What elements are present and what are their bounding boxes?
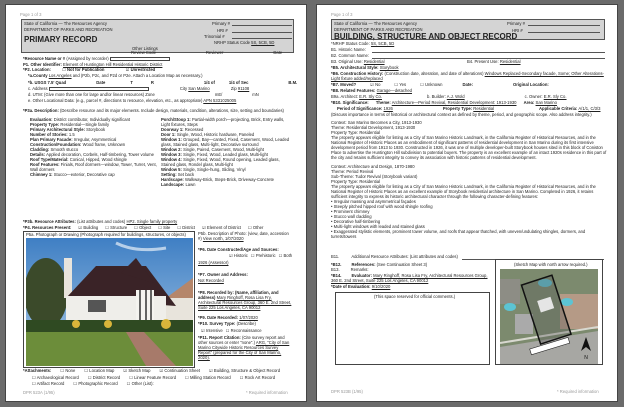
checkbox-no[interactable]: ☑ No bbox=[370, 82, 381, 87]
p10-options bbox=[198, 328, 262, 333]
review-code-label: Review Code bbox=[131, 50, 156, 55]
description-item: Porch/Stoop 1: Partial-width porch—projecting, Brick, Entry walls, Light fixtures, Steps bbox=[161, 117, 285, 127]
p9: *P9. Date Recorded: 1/07/2020 bbox=[198, 315, 258, 320]
form-id: DPR 523B (1/95) bbox=[331, 389, 363, 394]
address-input[interactable] bbox=[49, 87, 149, 92]
checkbox-other-list-[interactable]: ☐ Other (List): bbox=[126, 381, 154, 386]
b8-value: Garage—detached bbox=[376, 88, 413, 93]
b7: *B7. Moved? ☑ No ☐ Yes ☐ Unknown Date: Original Location: bbox=[331, 82, 549, 87]
p6-label: *P6. Date Constructed/Age and Sources: bbox=[198, 247, 279, 252]
checkbox-sketch-map[interactable]: ☑ Sketch Map bbox=[123, 368, 151, 373]
period-row: Period of Significance: 1926 Property Type: Residential Applicable Criteria: A/1/1, C/3/3 bbox=[337, 106, 601, 111]
checkbox-yes[interactable]: ☐ Yes bbox=[394, 82, 407, 87]
description-item: Door 1: Single, Wood, Historic hardware, Paneled bbox=[161, 132, 255, 137]
description-item: Window 4: Single, Fixed, Wood, Round opening, Leaded glass, Stained glass, Rondel glass, Multi-light bbox=[161, 157, 280, 167]
text-line: • Multi-light windows with leaded and stained glass bbox=[331, 224, 425, 229]
agency: State of California — The Resources Agency bbox=[334, 21, 418, 26]
checkbox-reconnaissance[interactable]: ☐ Reconnaissance bbox=[225, 328, 262, 333]
p6-value: 1926 (Assessor) bbox=[198, 260, 229, 265]
b3-label: B3. Original Use: bbox=[331, 59, 363, 64]
b8-label: *B8. Related Features: bbox=[331, 88, 376, 93]
b13: B13. Remarks: bbox=[331, 267, 369, 272]
checkbox-intensive[interactable]: ☑ Intensive bbox=[201, 328, 223, 333]
description-item: Window 1: Grouped, Bay—canted, Fixed, Casement, Wood, Leaded glass, Stained glass, Multi-light, Decorative surround bbox=[161, 137, 290, 147]
description-item: Setting: Set back bbox=[161, 172, 195, 177]
p3b-label: *P3b. Resource Attributes: bbox=[23, 219, 76, 224]
county-hint: and (P2b, P2c, and P2d or P2e. Attach a Location Map as necessary.) bbox=[72, 73, 203, 78]
city-value: San Marino bbox=[188, 86, 210, 91]
utm-label: d. UTM: (Give more than one for large and/or linear resources) Zone bbox=[28, 92, 155, 97]
nrhp-value: 5S, 5CB, 5D bbox=[370, 41, 395, 46]
usgs-row: *b. USGS 7.5' Quad Date T R 1/4 of 1/4 of Sec B.M. bbox=[28, 80, 298, 85]
building-structure-object-record-page bbox=[316, 4, 618, 402]
description-item: Hardscape: Walkway-Brick, Steps-Brick, Driveway-Concrete bbox=[161, 177, 274, 182]
zip-value: 91108 bbox=[237, 86, 250, 91]
checkbox-object[interactable]: ☐ Object bbox=[134, 225, 152, 230]
description-left-column bbox=[30, 117, 158, 177]
b9: B9a. Architect: E.R. Sly Co. b. Builder: A.J. Wold c. Owner: E.R. Sly Co. bbox=[331, 94, 567, 99]
p11: *P11. Report Citation: (Cite survey report and other sources or enter "none".) ARG, "City of San Marino Citywide Historic Resources Survey Report" (prepared for the City of San Marino, 2020). bbox=[198, 335, 290, 360]
date-label: Date bbox=[273, 50, 283, 55]
p7-label: *P7. Owner and Address: bbox=[198, 272, 248, 277]
page-title: BUILDING, STRUCTURE AND OBJECT RECORD bbox=[334, 32, 518, 41]
hri-label: HRI # bbox=[512, 28, 523, 33]
b11: B11. Additional Resource Attributes: (List attributes and codes) bbox=[331, 254, 458, 259]
attachments: *Attachments: ☐ None ☐ Location Map ☑ Sketch Map ☑ Continuation Sheet ☑ Building, Structure & Object Record☐ Archaeological Record ☐ District Record ☐ Linear Feature Record ☐ Milling Station Record ☐ Rock Art Record☐ Artifact Record ☐ Photographic Record ☐ Other (List): bbox=[23, 368, 281, 386]
text-line: Theme: Residential Development, 1913-1930 bbox=[331, 125, 416, 130]
p8: *P8. Recorded by: (Name, affiliation, and address) Mary Ringhoff, Rosa Lisa Fry, Architectural Resources Group, 360 E. 2nd Street, Suite 225 Los Angeles, CA 90012 bbox=[198, 290, 292, 310]
agency: State of California — The Resources Agency bbox=[24, 21, 108, 26]
department: DEPARTMENT OF PARKS AND RECREATION bbox=[334, 27, 423, 32]
resource-name-hint: (Assigned by recorder) bbox=[66, 56, 109, 61]
description-item: Chimney 1: Stucco—exterior, Decorative cap bbox=[30, 172, 115, 177]
house-photo bbox=[26, 238, 193, 366]
sketch-map bbox=[500, 269, 598, 364]
apn-value: APN 5331025005 bbox=[203, 98, 237, 103]
description-item: Cladding: Smooth stucco bbox=[30, 147, 79, 152]
utm-mn: mN bbox=[252, 92, 259, 97]
checkbox-location-map[interactable]: ☐ Location Map bbox=[84, 368, 115, 373]
text-line: • Stucco wall cladding bbox=[331, 214, 372, 219]
checkbox-other[interactable]: ☐ Other bbox=[247, 225, 264, 230]
resource-name-label: *Resource Name or # bbox=[23, 56, 66, 61]
other-location-label: e. Other Locational Data: (e.g., parcel #, directions to resource, elevation, etc., as appropriate) bbox=[28, 98, 203, 103]
checkbox-none[interactable]: ☐ None bbox=[60, 368, 76, 373]
significance-text bbox=[331, 120, 607, 239]
checkbox-linear-feature-record[interactable]: ☐ Linear Feature Record bbox=[129, 374, 177, 380]
text-line: Context: San Marino Becomes a City, 1913-1930 bbox=[331, 120, 422, 125]
p3b-value: HP2. Single family property bbox=[126, 219, 178, 224]
text-line: • Decorative half-timbering bbox=[331, 219, 381, 224]
description-item: Roof Type/Material: Conical, Hipped, Wood shingle bbox=[30, 157, 127, 162]
checkbox-building-structure-object-record[interactable]: ☑ Building, Structure & Object Record bbox=[209, 368, 281, 373]
checkbox-photographic-record[interactable]: ☐ Photographic Record bbox=[73, 381, 118, 386]
p1-value: Element of Huntington Hill Residential Historic District bbox=[63, 62, 163, 67]
description-item: Window 3: Single, Fixed, Wood, Leaded glass, Multi-light bbox=[161, 152, 268, 157]
b1-label: B1. Historic Name: bbox=[331, 47, 366, 52]
official-comments-box bbox=[335, 292, 490, 365]
form-header bbox=[331, 19, 605, 40]
primary-number-label: Primary # bbox=[507, 21, 525, 26]
north-label: N bbox=[584, 355, 588, 361]
checkbox-artifact-record[interactable]: ☐ Artifact Record bbox=[32, 381, 65, 386]
description-item: Doorway 1: Recessed bbox=[161, 127, 204, 132]
primary-record-page bbox=[5, 4, 307, 402]
description-item: Window 5: Single, Single-hung, Sliding, Vinyl bbox=[161, 167, 246, 172]
p1-label: P1. Other Identifier: bbox=[23, 62, 62, 67]
other-listings-label: Other Listings bbox=[132, 46, 158, 51]
sketch-map-hint: (Sketch Map with north arrow required.) bbox=[514, 262, 588, 267]
form-header bbox=[21, 19, 294, 53]
p3a-label: *P3a. Description: bbox=[23, 108, 59, 113]
city-label: City bbox=[179, 86, 188, 91]
b6: *B6. Construction History: (Construction date, alteration, and date of alterations) Windows Replaced-Secondary facade, Some; Other Alterations-Light fixture added/replaced bbox=[331, 71, 604, 81]
resource-name-input[interactable] bbox=[110, 57, 170, 62]
b4-label: B4. Present Use: bbox=[467, 59, 499, 64]
discuss-hint: (Discuss importance in terms of historical or architectural context as defined by theme, period, and geographic scope. Also address integrity.) bbox=[331, 112, 592, 117]
required-note: * Required information bbox=[246, 390, 288, 395]
checkbox-building[interactable]: ☑ Building bbox=[78, 225, 99, 230]
p3b-hint: (List attributes and codes) bbox=[77, 219, 126, 224]
date-of-evaluation: *Date of Evaluation: 9/10/2020 bbox=[331, 284, 391, 289]
nrhp-label: NRHP Status Code bbox=[214, 40, 250, 45]
text-line: • Exaggerated stylistic elements, prominent tower volume, and roofs that appear thatched, with uneven/undulating shingles, dormers, and turrets/towers bbox=[331, 229, 586, 239]
description-right-column bbox=[161, 117, 291, 187]
checkbox-unknown[interactable]: ☐ Unknown bbox=[420, 82, 443, 87]
page-label: Page 1 of 3 bbox=[331, 12, 353, 17]
checkbox-district-record[interactable]: ☐ District Record bbox=[87, 374, 121, 380]
checkbox-both[interactable]: ☐ Both bbox=[278, 253, 293, 258]
not-for-publication-checkbox[interactable]: ☐ Not for Publication bbox=[62, 67, 105, 72]
significance-paragraph-2: The property appears eligible for listing as a City of San Marino Historic Landmark, in the California Register of Historical Resources, and in the National Register of Historic Places as an excellent example of Storybook residential architecture in San Marino. Completed in 1926, it retains sufficient integrity to express its historic architectural character through the following character-defining features: bbox=[331, 184, 596, 199]
zip-label: Zip bbox=[230, 86, 237, 91]
county-value: Los Angeles bbox=[48, 73, 72, 78]
checkbox-element-of-district[interactable]: ☑ Element of District bbox=[202, 225, 241, 230]
description-item: Landscape: Lawn bbox=[161, 182, 196, 187]
p10: *P10. Survey Type: (Describe) bbox=[198, 321, 256, 326]
p2-label: *P2. Location: bbox=[23, 67, 51, 72]
required-note: * Required information bbox=[557, 389, 599, 394]
checkbox-district[interactable]: ☐ District bbox=[177, 225, 196, 230]
hri-label: HRI # bbox=[217, 28, 228, 33]
b12: *B12. References: (See Continuation Sheet 3) bbox=[331, 262, 428, 267]
description-item: Window 2: Single, Paired, Casement, Wood, Multi-light bbox=[161, 147, 264, 152]
checkbox-continuation-sheet[interactable]: ☑ Continuation Sheet bbox=[159, 368, 200, 373]
checkbox-site[interactable]: ☐ Site bbox=[158, 225, 171, 230]
sketch-map-box bbox=[495, 259, 603, 365]
b2-label: B2. Common Name: bbox=[331, 53, 369, 58]
page-label: Page 1 of 3 bbox=[20, 12, 42, 17]
p5b: P5b. Description of Photo: (view, date, accession #) View north, 1/07/2020 bbox=[198, 231, 289, 241]
utm-me: mE/ bbox=[214, 92, 223, 97]
checkbox-structure[interactable]: ☐ Structure bbox=[105, 225, 128, 230]
unrestricted-checkbox[interactable]: ☑ Unrestricted bbox=[125, 67, 156, 72]
p7-value: Not Recorded bbox=[198, 278, 224, 283]
nrhp-label: *NRHP Status Code: bbox=[331, 41, 370, 46]
description-item: Construction/Foundation: Wood frame, Unknown bbox=[30, 142, 126, 147]
b5-value: Storybook bbox=[379, 65, 399, 70]
nrhp-value: 5S, 5CB, 5D bbox=[251, 40, 275, 45]
text-line: Theme: Period Revival bbox=[331, 169, 374, 174]
form-id: DPR 523A (1/95) bbox=[23, 390, 55, 395]
photo-box bbox=[23, 231, 195, 368]
checkbox-prehistoric[interactable]: ☐ Prehistoric bbox=[250, 253, 276, 258]
text-line: • Irregular massing and asymmetrical façades bbox=[331, 199, 416, 204]
description-item: Details: Applied decoration, Corbels, Half-timbering, Tower volume bbox=[30, 152, 154, 157]
text-line: Context: Architecture and Design, 1870-1980 bbox=[331, 164, 415, 169]
b10: *B10. Significance: Theme: Architecture—Period Revival, Residential Development: 1913-1930 Area: San Marino bbox=[331, 100, 557, 105]
text-line: Sub-Theme: Tudor Revival (Storybook variant) bbox=[331, 174, 418, 179]
checkbox-rock-art-record[interactable]: ☐ Rock Art Record bbox=[239, 374, 276, 380]
text-line: • Steeply pitched hipped roof with wood shingle roofing bbox=[331, 204, 433, 209]
checkbox-milling-station-record[interactable]: ☐ Milling Station Record bbox=[185, 374, 231, 380]
page-title: PRIMARY RECORD bbox=[24, 35, 98, 44]
text-line: • Prominent chimney bbox=[331, 209, 370, 214]
b14: *B14. Evaluator: Mary Ringhoff, Rosa Lisa Fry, Architectural Resources Group, 360 E. 2nd Street, Suite 225 Los Angeles, CA 90012 bbox=[331, 273, 488, 283]
description-item: Evaluation: District contributor, Individually significant bbox=[30, 117, 131, 122]
significance-paragraph-1: The property appears eligible for listing as a City of San Marino Historic Landmark, in the California Register of Historical Resources, and in the National Register of Historic Places as an embodiment of significant patterns of residential development in San Marino during its first intensive development period from 1913 to 1930. Constructed in 1926, it was one of multiple developer-built Storybook houses sited in this block of Coniston Place to advertise the Huntington Hill subdivision to potential buyers. The property is an excellent example of an intact 1920s residence in this part of the city and retains sufficient integrity to convey its association with historic patterns of residential development. bbox=[331, 135, 607, 160]
p5a-label: P5a. Photograph or Drawing (Photograph required for buildings, structures, or objects) bbox=[26, 232, 186, 237]
trinomial-label: Trinomial # bbox=[204, 34, 225, 39]
p3a-hint: (Describe resource and its major elements. Include design, materials, condition, alterations, size, setting and boundaries) bbox=[60, 108, 284, 113]
checkbox-archaeological-record[interactable]: ☐ Archaeological Record bbox=[32, 374, 79, 380]
description-item: Primary Architectural Style: Storybook bbox=[30, 127, 106, 132]
text-line: Property Type: Residential bbox=[331, 130, 381, 135]
b3-value: Residential bbox=[363, 59, 385, 64]
address-label: c. Address bbox=[28, 86, 48, 91]
county-label: *a.County bbox=[28, 73, 48, 78]
description-item: Number of Stories: 1.5 bbox=[30, 132, 75, 137]
text-line: Property Type: Residential bbox=[331, 179, 381, 184]
b4-value: Residential bbox=[499, 59, 521, 64]
department: DEPARTMENT OF PARKS AND RECREATION bbox=[24, 27, 113, 32]
checkbox-historic[interactable]: ☑ Historic bbox=[229, 253, 248, 258]
comments-hint: (This space reserved for official comments.) bbox=[374, 294, 456, 299]
p4-row: *P4. Resources Present: ☑ Building ☐ Structure ☐ Object ☐ Site ☐ District ☑ Element of District ☐ Other bbox=[23, 225, 264, 230]
description-item: Roof Features: Finials, Roof dormers—window, Tower, Turret, Vent, Wall dormers bbox=[30, 162, 157, 172]
p6-options bbox=[226, 253, 292, 258]
reviewer-label: Reviewer bbox=[205, 50, 224, 55]
primary-number-label: Primary # bbox=[212, 21, 230, 26]
description-item: Property Type: Residential—Single family bbox=[30, 122, 110, 127]
b5-label: *B5. Architectural Style: bbox=[331, 65, 379, 70]
description-item: Plan Primary Facade: Irregular, Asymmetrical bbox=[30, 137, 117, 142]
